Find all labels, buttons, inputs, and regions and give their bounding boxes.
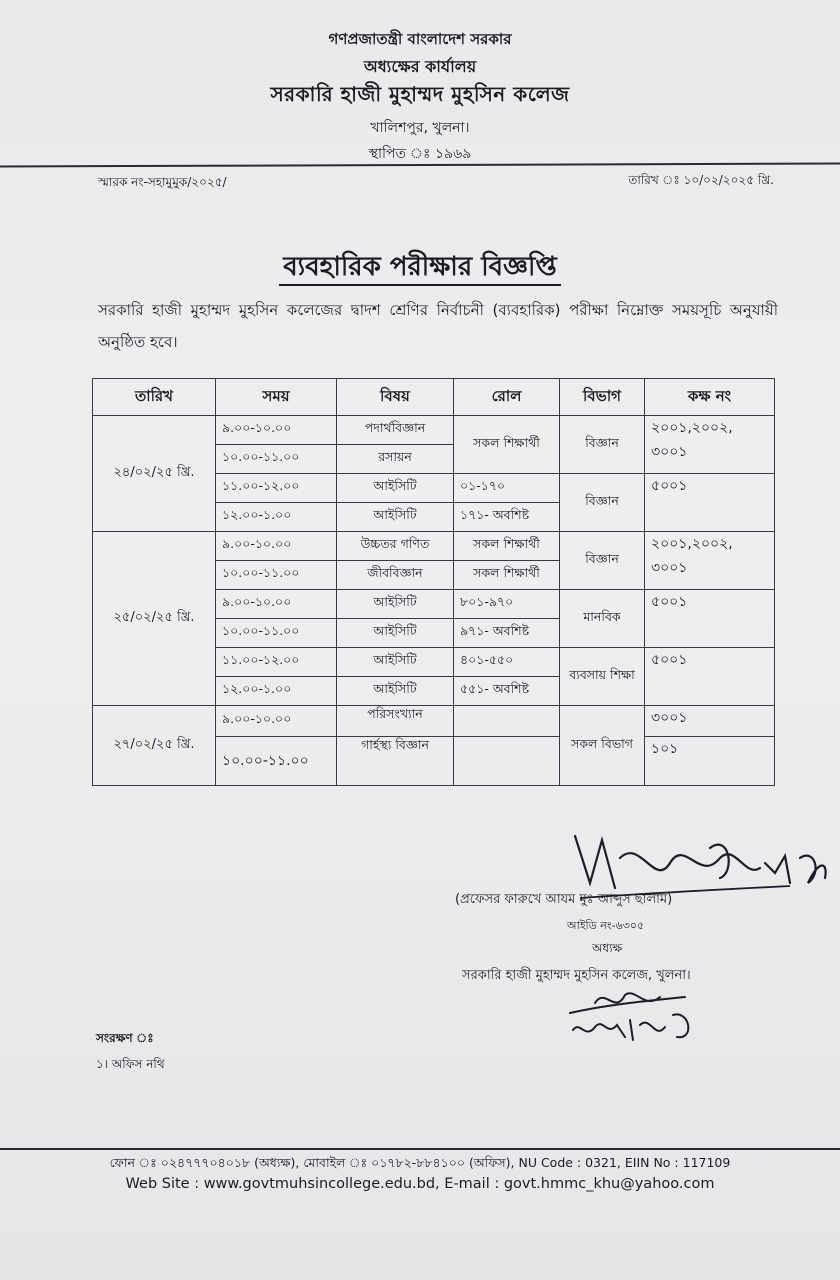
table-row xyxy=(93,532,775,561)
time-cell: ৯.০০-১০.০০ xyxy=(216,532,337,561)
government-name: গণপ্রজাতন্ত্রী বাংলাদেশ সরকার xyxy=(328,30,512,48)
department-cell: বিজ্ঞান xyxy=(560,532,645,590)
roll-cell: সকল শিক্ষার্থী xyxy=(454,561,560,590)
notice-title xyxy=(0,246,840,290)
roll-cell: ৫৫১- অবশিষ্ট xyxy=(454,677,560,706)
time-cell: ১০.০০-১১.০০ xyxy=(216,619,337,648)
time-cell: ৯.০০-১০.০০ xyxy=(216,590,337,619)
time-cell: ১২.০০-১.০০ xyxy=(216,677,337,706)
signatory-id: আইডি নং-৬৩০৫ xyxy=(567,919,645,932)
header-subject: বিষয় xyxy=(337,379,454,416)
roll-cell: ৪০১-৫৫০ xyxy=(454,648,560,677)
subject-cell: আইসিটি xyxy=(337,619,454,648)
subject-cell: আইসিটি xyxy=(337,503,454,532)
table-row xyxy=(93,706,775,737)
department-cell: ব্যবসায় শিক্ষা xyxy=(560,648,645,706)
department-cell: মানবিক xyxy=(560,590,645,648)
exam-schedule-table xyxy=(92,378,775,786)
established-year: স্থাপিত ঃ ১৯৬৯ xyxy=(368,146,472,162)
footer-contact: ফোন ঃ ০২৪৭৭৭০৪০১৮ (অধ্যক্ষ), মোবাইল ঃ ০১৭৮২-৮৮৪১০০ (অফিস), NU Code : 0321, EIIN No : 117109 xyxy=(109,1155,731,1170)
roll-cell xyxy=(454,737,560,786)
roll-cell: সকল শিক্ষার্থী xyxy=(454,532,560,561)
header-room: কক্ষ নং xyxy=(645,379,775,416)
time-cell: ১০.০০-১১.০০ xyxy=(216,737,337,786)
signatory-name: (প্রফেসর ফারুখে আযম মুঃ আব্দুস ছালাম) xyxy=(455,892,673,907)
cc-item: ১। অফিস নথি xyxy=(96,1057,165,1071)
roll-cell: ১৭১- অবশিষ্ট xyxy=(454,503,560,532)
notice-title-text: ব্যবহারিক পরীক্ষার বিজ্ঞপ্তি xyxy=(279,252,561,286)
subject-cell: আইসিটি xyxy=(337,590,454,619)
notice-date: তারিখ ঃ ১০/০২/২০২৫ খ্রি. xyxy=(628,173,774,187)
footer-web-email: Web Site : www.govtmuhsincollege.edu.bd, E-mail : govt.hmmc_khu@yahoo.com xyxy=(125,1176,715,1192)
subject-cell: পরিসংখ্যান xyxy=(337,706,454,737)
department-cell: বিজ্ঞান xyxy=(560,416,645,474)
subject-cell: রসায়ন xyxy=(337,445,454,474)
room-cell: ৫০০১ xyxy=(645,474,775,532)
room-cell: ১০১ xyxy=(645,737,775,786)
header-department: বিভাগ xyxy=(560,379,645,416)
footer-divider xyxy=(0,1148,840,1150)
roll-cell xyxy=(454,706,560,737)
time-cell: ৯.০০-১০.০০ xyxy=(216,416,337,445)
room-cell: ৫০০১ xyxy=(645,590,775,648)
roll-cell: সকল শিক্ষার্থী xyxy=(454,416,560,474)
room-cell: ২০০১,২০০২, ৩০০১ xyxy=(645,416,775,474)
room-cell: ২০০১,২০০২, ৩০০১ xyxy=(645,532,775,590)
roll-cell: ০১-১৭০ xyxy=(454,474,560,503)
time-cell: ১১.০০-১২.০০ xyxy=(216,474,337,503)
header-time: সময় xyxy=(216,379,337,416)
college-name: সরকারি হাজী মুহাম্মদ মুহসিন কলেজ xyxy=(270,82,570,106)
notice-intro: সরকারি হাজী মুহাম্মদ মুহসিন কলেজের দ্বাদশ শ্রেণির নির্বাচনী (ব্যবহারিক) পরীক্ষা নিম্নোক্ত সময়সূচি অনুযায়ী অনুষ্ঠিত হবে। xyxy=(98,301,778,351)
date-cell: ২৭/০২/২৫ খ্রি. xyxy=(93,706,216,786)
subject-cell: আইসিটি xyxy=(337,677,454,706)
subject-cell: আইসিটি xyxy=(337,648,454,677)
table-row xyxy=(93,416,775,445)
subject-cell: গার্হস্থ্য বিজ্ঞান xyxy=(337,737,454,786)
initial-signature-icon xyxy=(565,985,715,1045)
time-cell: ১১.০০-১২.০০ xyxy=(216,648,337,677)
signatory-college: সরকারি হাজী মুহাম্মদ মুহসিন কলেজ, খুলনা। xyxy=(462,968,691,983)
time-cell: ১০.০০-১১.০০ xyxy=(216,561,337,590)
roll-cell: ৯৭১- অবশিষ্ট xyxy=(454,619,560,648)
office-name: অধ্যক্ষের কার্যালয় xyxy=(363,57,477,76)
room-cell: ৩০০১ xyxy=(645,706,775,737)
subject-cell: আইসিটি xyxy=(337,474,454,503)
header-date: তারিখ xyxy=(93,379,216,416)
subject-cell: উচ্চতর গণিত xyxy=(337,532,454,561)
memo-number: স্মারক নং-সহামুমুক/২০২৫/ xyxy=(98,175,227,189)
time-cell: ৯.০০-১০.০০ xyxy=(216,706,337,737)
cc-title: সংরক্ষণ ঃ xyxy=(96,1031,154,1045)
department-cell: সকল বিভাগ xyxy=(560,706,645,786)
college-location: খালিশপুর, খুলনা। xyxy=(370,120,470,136)
roll-cell: ৮০১-৯৭০ xyxy=(454,590,560,619)
time-cell: ১০.০০-১১.০০ xyxy=(216,445,337,474)
date-cell: ২৪/০২/২৫ খ্রি. xyxy=(93,416,216,532)
time-cell: ১২.০০-১.০০ xyxy=(216,503,337,532)
date-cell: ২৫/০২/২৫ খ্রি. xyxy=(93,532,216,706)
subject-cell: পদার্থবিজ্ঞান xyxy=(337,416,454,445)
room-cell: ৫০০১ xyxy=(645,648,775,706)
table-header-row xyxy=(93,379,775,416)
subject-cell: জীববিজ্ঞান xyxy=(337,561,454,590)
header-roll: রোল xyxy=(454,379,560,416)
signatory-title: অধ্যক্ষ xyxy=(592,941,623,955)
department-cell: বিজ্ঞান xyxy=(560,474,645,532)
